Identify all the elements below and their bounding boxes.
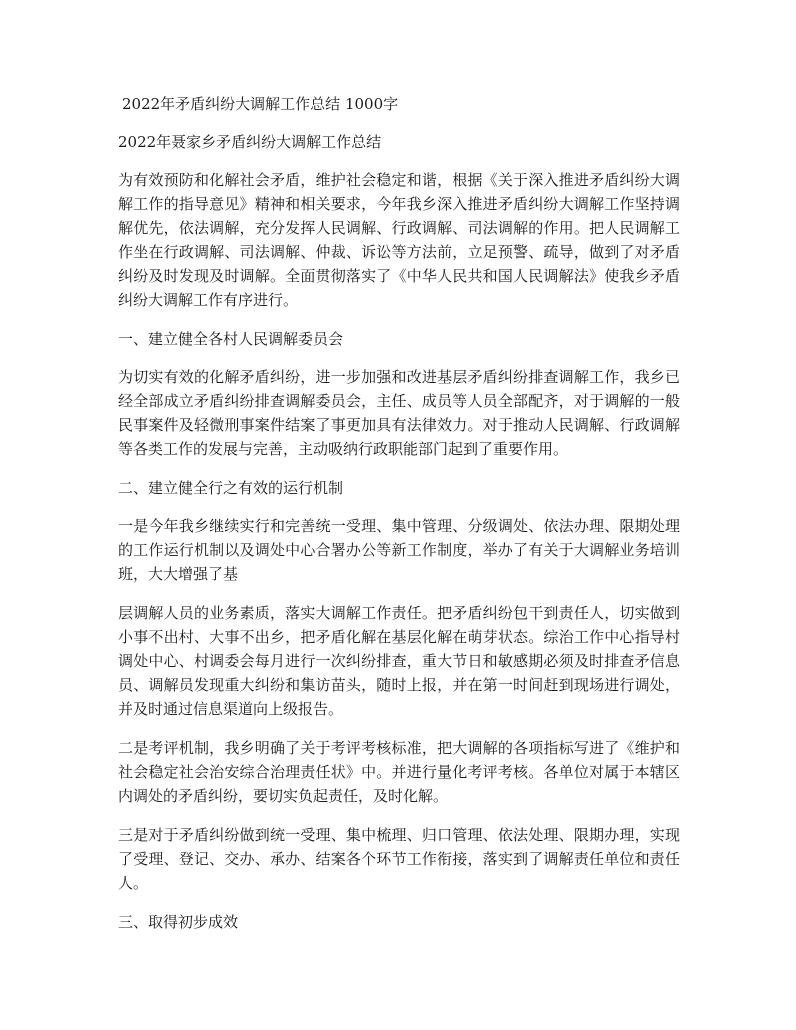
section-2-paragraph-4: 三是对于矛盾纠纷做到统一受理、集中梳理、归口管理、依法处理、限期办理，实现了受理、登记、交办、承办、结案各个环节工作衔接，落实到了调解责任单位和责任人。	[118, 826, 680, 892]
intro-paragraph: 为有效预防和化解社会矛盾，维护社会稳定和谐，根据《关于深入推进矛盾纠纷大调解工作的指导意见》精神和相关要求，今年我乡深入推进矛盾纠纷大调解工作坚持调解优先，依法调解，充分发挥人民调解、行政调解、司法调解的作用。把人民调解工作坐在行政调解、司法调解、仲裁、诉讼等方法前，立足预警、疏导，做到了对矛盾纠纷及时发现及时调解。全面贯彻落实了《中华人民共和国人民调解法》使我乡矛盾纠纷大调解工作有序进行。	[118, 171, 680, 309]
section-2-paragraph-2: 层调解人员的业务素质，落实大调解工作责任。把矛盾纠纷包干到责任人，切实做到小事不出村、大事不出乡，把矛盾化解在基层化解在萌芽状态。综治工作中心指导村调处中心、村调委会每月进行一次纠纷排查，重大节日和敏感期必须及时排查矛信息员、调解员发现重大纠纷和集访苗头，随时上报，并在第一时间赶到现场进行调处，并及时通过信息渠道向上级报告。	[118, 604, 680, 718]
section-heading-2: 二、建立健全行之有效的运行机制	[118, 479, 344, 497]
section-2-paragraph-3: 二是考评机制，我乡明确了关于考评考核标准，把大调解的各项指标写进了《维护和社会稳定社会治安综合治理责任状》中。并进行量化考评考核。各单位对属于本辖区内调处的矛盾纠纷，要切实负起责任，及时化解。	[118, 739, 680, 805]
section-2-paragraph-1: 一是今年我乡继续实行和完善统一受理、集中管理、分级调处、依法办理、限期处理的工作运行机制以及调处中心合署办公等新工作制度，举办了有关于大调解业务培训班，大大增强了基	[118, 517, 680, 583]
section-1-paragraph: 为切实有效的化解矛盾纠纷，进一步加强和改进基层矛盾纠纷排查调解工作，我乡已经全部成立矛盾纠纷排查调解委员会，主任、成员等人员全部配齐，对于调解的一般民事案件及轻微刑事案件结案了事更加具有法律效力。对于推动人民调解、行政调解等各类工作的发展与完善，主动吸纳行政职能部门起到了重要作用。	[118, 368, 680, 458]
section-heading-3: 三、取得初步成效	[118, 913, 239, 931]
document-title: 2022年矛盾纠纷大调解工作总结 1000字	[122, 95, 399, 113]
document-subtitle: 2022年聂家乡矛盾纠纷大调解工作总结	[118, 133, 382, 151]
document-body	[118, 92, 680, 948]
section-heading-1: 一、建立健全各村人民调解委员会	[118, 330, 344, 348]
